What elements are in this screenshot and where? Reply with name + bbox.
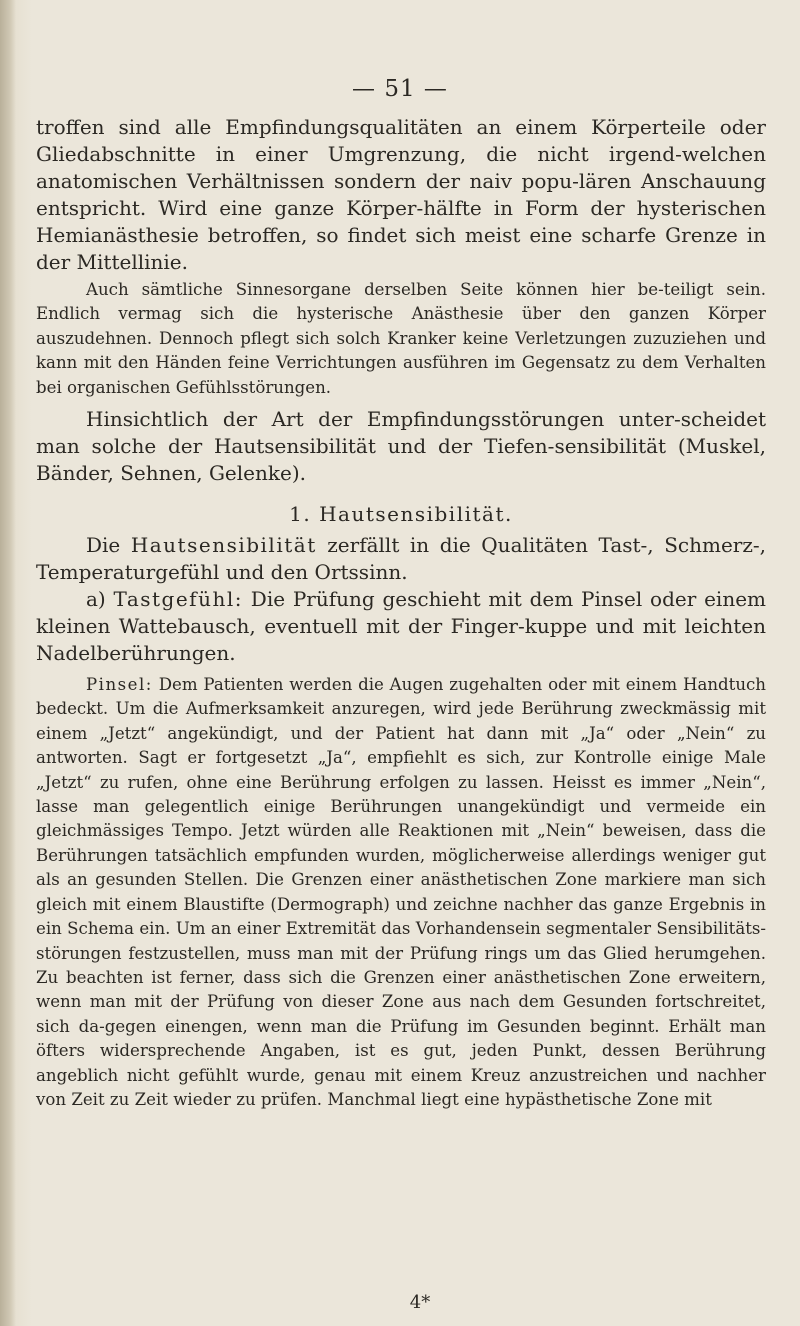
page-number-header: — 51 — [352,76,448,102]
paragraph-4 [36,532,766,586]
signature-mark-text: 4* [409,1292,431,1313]
p5-prefix: a) [86,587,114,612]
p4-term: Hautsensibilität [130,533,317,558]
page-body [36,114,766,1112]
p5-term: Tastgefühl: [113,587,243,612]
section-heading: 1. Hautsensibilität. [289,502,513,527]
p6-term: Pinsel: [86,675,153,695]
page-gutter-shadow [0,0,16,1326]
p6-text: Dem Patienten werden die Augen zugehalten oder mit einem Handtuch bedeckt. Um die Aufmerksamkeit anzuregen, wird jede Berührung zweckmässig mit einem „Jetzt“ angekündigt, und der Patient hat dann mit „Ja“ oder „Nein“ zu antworten. Sagt er fortgesetzt „Ja“, empfiehlt es sich, zur Kontrolle einige Male „Jetzt“ zu rufen, ohne eine Berührung erfolgen zu lassen. Heisst es immer „Nein“, lasse man gelegentlich einige Berührungen unangekündigt und vermeide ein gleichmässiges Tempo. Jetzt würden alle Reaktionen mit „Nein“ beweisen, dass die Berührungen tatsächlich empfunden wurden, möglicherweise allerdings weniger gut als an gesunden Stellen. Die Grenzen einer anästhetischen Zone markiere man sich gleich mit einem Blaustifte (Dermograph) und zeichne nachher das ganze Ergebnis in ein Schema ein. Um an einer Extremität das Vorhandensein segmentaler Sensibilitäts-störungen festzustellen, muss man mit der Prüfung rings um das Glied herumgehen. Zu beachten ist ferner, dass sich die Grenzen einer anästhetischen Zone erweitern, wenn man mit der Prüfung von dieser Zone aus nach dem Gesunden fortschreitet, sich da-gegen einengen, wenn man die Prüfung im Gesunden beginnt. Erhält man öfters widersprechende Angaben, ist es gut, jeden Punkt, dessen Berührung angeblich nicht gefühlt wurde, genau mit einem Kreuz anzustreichen und nachher von Zeit zu Zeit wieder zu prüfen. Manchmal liegt eine hypästhetische Zone mit [36,675,766,1109]
signature-mark [0,1292,800,1313]
p4-prefix: Die [86,533,131,558]
p5-text: Die Prüfung geschieht mit dem Pinsel oder einem kleinen Wattebausch, eventuell mit der Finger-kuppe und mit leichten Nadelberührungen. [36,587,766,666]
paragraph-5 [36,586,766,667]
paragraph-6 [36,673,766,1112]
paragraph-3: Hinsichtlich der Art der Empfindungsstörungen unter-scheidet man solche der Hautsensibilität und der Tiefen-sensibilität (Muskel, Bänder, Sehnen, Gelenke). [36,407,766,486]
paragraph-1: troffen sind alle Empfindungsqualitäten an einem Körperteile oder Gliedabschnitte in einer Umgrenzung, die nicht irgend-welchen anatomischen Verhältnissen sondern der naiv popu-lären Anschauung entspricht. Wird eine ganze Körper-hälfte in Form der hysterischen Hemianästhesie betroffen, so findet sich meist eine scharfe Grenze in der Mittellinie. [36,115,766,274]
p4-text: zerfällt in die Qualitäten Tast-, Schmerz-, Temperaturgefühl und den Ortssinn. [36,533,766,585]
paragraph-2: Auch sämtliche Sinnesorgane derselben Seite können hier be-teiligt sein. Endlich vermag sich die hysterische Anästhesie über den ganzen Körper auszudehnen. Dennoch pflegt sich solch Kranker keine Verletzungen zuzuziehen und kann mit den Händen feine Verrichtungen ausführen im Gegensatz zu dem Verhalten bei organischen Gefühlsstörungen. [36,280,766,397]
